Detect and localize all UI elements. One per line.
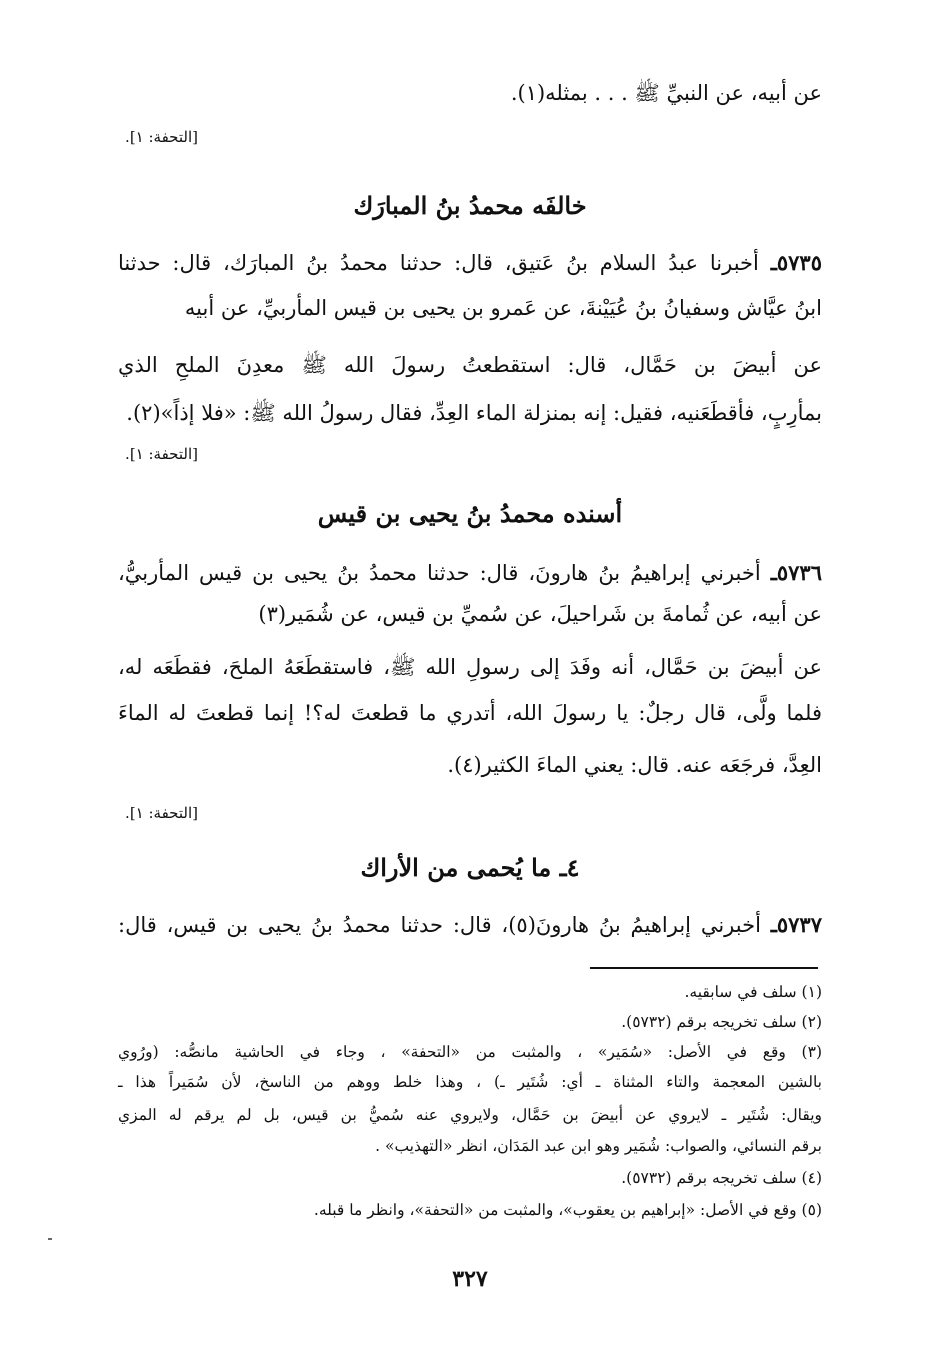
- tuhfa-reference: [التحفة: ١].: [125, 804, 198, 822]
- hadith-5735-line-2: ابنُ عيَّاش وسفيانُ بنُ عُيَيْنةَ، عن عَمرو بن يحيى بن قيس المأربيِّ، عن أبيه: [184, 296, 822, 320]
- hadith-5737-line-1: [118, 908, 822, 942]
- hadith-5736-line-3: عن أبيضَ بن حَمَّال، أنه وفَدَ إلى رسولِ الله ﷺ، فاستقطَعَهُ الملحَ، فقطَعَه له،: [118, 655, 822, 679]
- footnote-3-line-4: برقم النسائي، والصواب: شُمَير وهو ابن عبد المَدَان، انظر «التهذيب» .: [375, 1137, 822, 1155]
- chapter-number: ٤ـ: [559, 853, 580, 882]
- hadith-5736-line-2: عن أبيه، عن ثُمامةَ بن شَراحيلَ، عن سُميِّ بن قيس، عن شُمَير(٣): [258, 602, 822, 626]
- hadith-5735-line-4: بمأرِبٍ، فأقطَعَنيه، فقيل: إنه بمنزلة الماء العِدِّ، فقال رسولُ الله ﷺ: «فلا إذاً»(٢).: [126, 401, 822, 425]
- hadith-5735-line-3: عن أبيضَ بن حَمَّال، قال: استقطعتُ رسولَ الله ﷺ معدِنَ الملحِ الذي: [118, 353, 822, 377]
- section-heading: خالفَه محمدُ بنُ المبارَك: [353, 191, 587, 220]
- footnote-3-line-1: (٣) وقع في الأصل: «سُمَير» ، والمثبت من «التحفة» ، وجاء في الحاشية مانصُّه: (ورُوي: [118, 1043, 822, 1061]
- tuhfa-reference: [التحفة: ١].: [125, 445, 198, 463]
- scan-speck: [48, 1238, 52, 1240]
- footnote-3-line-2: بالشين المعجمة والتاء المثناة ـ أي: شُتَير ـ) ، وهذا خلط ووهم من الناسخ، لأن سُمَيراً هذا ـ: [118, 1073, 822, 1091]
- hadith-text: أخبرني إبراهيمُ بنُ هارونَ(٥)، قال: حدثنا محمدُ بنُ يحيى بن قيس، قال:: [118, 913, 771, 937]
- section-heading: أسنده محمدُ بنُ يحيى بن قيس: [317, 499, 623, 528]
- footnote-1: (١) سلف في سابقيه.: [684, 983, 822, 1001]
- footnote-2: (٢) سلف تخريجه برقم (٥٧٣٢).: [621, 1013, 822, 1031]
- hadith-text: أخبرنا عبدُ السلام بنُ عَتيق، قال: حدثنا محمدُ بنُ المبارَك، قال: حدثنا: [118, 251, 771, 275]
- hadith-5736-line-5: العِدَّ، فرجَعَه عنه. قال: يعني الماءَ الكثير(٤).: [447, 753, 822, 777]
- hadith-number: ٥٧٣٧ـ: [770, 912, 822, 937]
- footnote-divider: [590, 967, 818, 969]
- hadith-number: ٥٧٣٦ـ: [770, 560, 822, 585]
- hadith-text: أخبرني إبراهيمُ بنُ هارونَ، قال: حدثنا محمدُ بنُ يحيى بن قيس المأربيُّ،: [118, 561, 771, 585]
- footnote-5: (٥) وقع في الأصل: «إبراهيم بن يعقوب»، والمثبت من «التحفة»، وانظر ما قبله.: [313, 1201, 822, 1219]
- tuhfa-reference: [التحفة: ١].: [125, 128, 198, 146]
- chapter-heading: [0, 848, 940, 888]
- hadith-5736-line-1: [118, 556, 822, 590]
- hadith-number: ٥٧٣٥ـ: [770, 250, 822, 275]
- chapter-title: ما يُحمى من الأراك: [360, 853, 560, 882]
- hadith-5735-line-1: [118, 246, 822, 280]
- footnote-4: (٤) سلف تخريجه برقم (٥٧٣٢).: [621, 1169, 822, 1187]
- footnote-3-line-3: ويقال: شُتَير ـ لايروي عن أبيضَ بن حَمَّال، ولايروي عنه سُميُّ بن قيس، بل لم يرقم له المزي: [118, 1106, 822, 1124]
- hadith-5736-line-4: فلما ولَّى، قال رجلٌ: يا رسولَ الله، أتدري ما قطعتَ له؟! إنما قطعتَ له الماءَ: [118, 701, 822, 725]
- continuation-line: عن أبيه، عن النبيِّ ﷺ . . . بمثله(١).: [510, 81, 822, 105]
- page-number: ٣٢٧: [452, 1266, 488, 1292]
